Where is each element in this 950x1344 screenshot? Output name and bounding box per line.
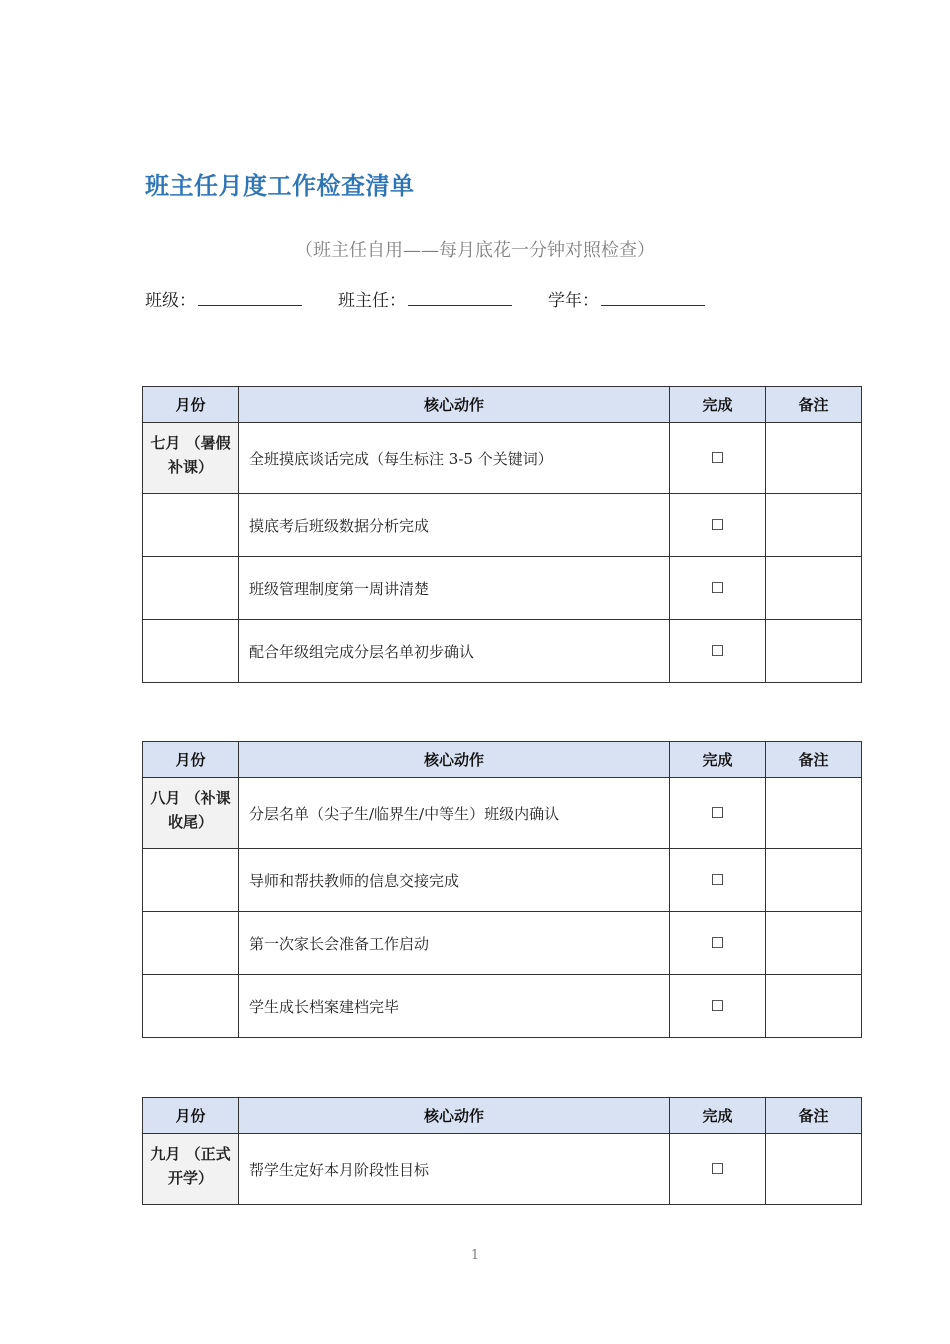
action-cell: 学生成长档案建档完毕 [239,975,670,1038]
action-cell: 分层名单（尖子生/临界生/中等生）班级内确认 [239,778,670,849]
table-row [143,423,862,494]
table-row [143,494,862,557]
header-note: 备注 [766,742,862,778]
note-cell[interactable] [766,975,862,1038]
done-checkbox[interactable]: ☐ [670,778,766,849]
action-cell: 班级管理制度第一周讲清楚 [239,557,670,620]
action-cell: 第一次家长会准备工作启动 [239,912,670,975]
header-month: 月份 [143,1098,239,1134]
done-checkbox[interactable]: ☐ [670,849,766,912]
header-action: 核心动作 [239,1098,670,1134]
header-action: 核心动作 [239,742,670,778]
done-checkbox[interactable]: ☐ [670,912,766,975]
done-checkbox[interactable]: ☐ [670,494,766,557]
header-month: 月份 [143,742,239,778]
note-cell[interactable] [766,620,862,683]
month-cell: 七月 （暑假补课） [143,423,239,494]
header-done: 完成 [670,387,766,423]
note-cell[interactable] [766,849,862,912]
teacher-blank [408,287,512,306]
teacher-field [338,286,512,311]
class-blank [198,287,302,306]
done-checkbox[interactable]: ☐ [670,620,766,683]
header-note: 备注 [766,1098,862,1134]
action-cell: 导师和帮扶教师的信息交接完成 [239,849,670,912]
header-done: 完成 [670,742,766,778]
action-cell: 摸底考后班级数据分析完成 [239,494,670,557]
page-number: 1 [470,1248,480,1263]
month-cell-empty [143,975,239,1038]
header-action: 核心动作 [239,387,670,423]
page-title: 班主任月度工作检查清单 [145,172,415,200]
year-field [548,286,705,311]
table-row [143,1134,862,1205]
month-cell-empty [143,849,239,912]
note-cell[interactable] [766,494,862,557]
table-row [143,849,862,912]
year-blank [601,287,705,306]
action-cell: 帮学生定好本月阶段性目标 [239,1134,670,1205]
checklist-table-august [142,741,862,1038]
header-month: 月份 [143,387,239,423]
done-checkbox[interactable]: ☐ [670,557,766,620]
page-subtitle: （班主任自用——每月底花一分钟对照检查） [295,240,655,261]
done-checkbox[interactable]: ☐ [670,1134,766,1205]
class-label: 班级： [145,291,196,311]
year-label: 学年： [548,291,599,311]
checklist-table-july [142,386,862,683]
checklist-table-september [142,1097,862,1205]
done-checkbox[interactable]: ☐ [670,975,766,1038]
class-field [145,286,302,311]
table-header-row [143,387,862,423]
table-row [143,620,862,683]
note-cell[interactable] [766,557,862,620]
month-cell: 八月 （补课收尾） [143,778,239,849]
note-cell[interactable] [766,778,862,849]
table-row [143,778,862,849]
table-header-row [143,742,862,778]
month-cell-empty [143,494,239,557]
month-cell-empty [143,620,239,683]
month-cell-empty [143,912,239,975]
note-cell[interactable] [766,1134,862,1205]
done-checkbox[interactable]: ☐ [670,423,766,494]
header-note: 备注 [766,387,862,423]
action-cell: 全班摸底谈话完成（每生标注 3-5 个关键词） [239,423,670,494]
table-row [143,975,862,1038]
action-cell: 配合年级组完成分层名单初步确认 [239,620,670,683]
table-row [143,912,862,975]
month-cell-empty [143,557,239,620]
table-row [143,557,862,620]
teacher-label: 班主任： [338,291,406,311]
month-cell: 九月 （正式开学） [143,1134,239,1205]
note-cell[interactable] [766,423,862,494]
note-cell[interactable] [766,912,862,975]
header-done: 完成 [670,1098,766,1134]
table-header-row [143,1098,862,1134]
